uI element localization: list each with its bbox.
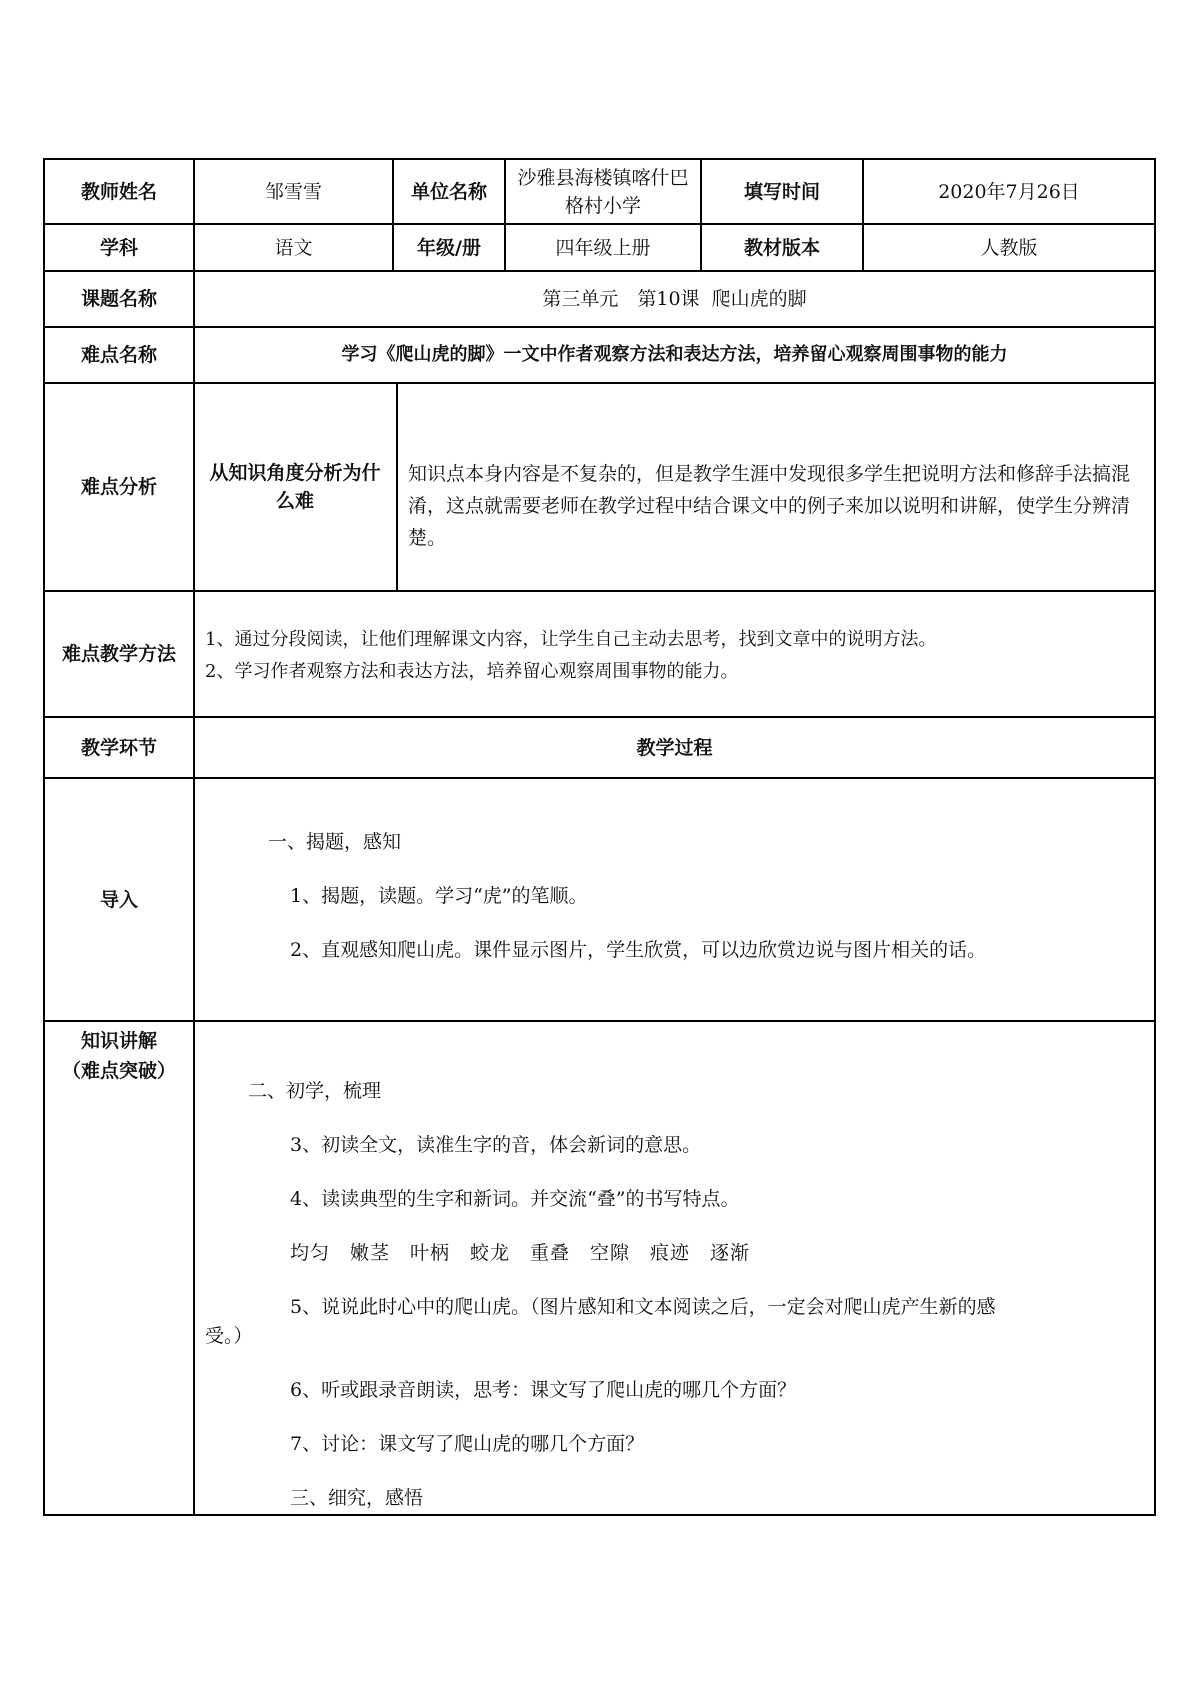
analysis-label: 难点分析 (80, 476, 157, 498)
methods-label: 难点教学方法 (61, 643, 176, 665)
table-border (43, 1514, 1156, 1516)
column-divider (396, 382, 398, 592)
knowledge-line: 二、初学，梳理 (248, 1080, 382, 1102)
intro-line: 1、揭题，读题。学习“虎”的笔顺。 (290, 885, 588, 907)
method-item: 1、通过分段阅读，让他们理解课文内容，让学生自己主动去思考，找到文章中的说明方法。 (205, 629, 937, 650)
teacher-name-value: 邹雪雪 (264, 180, 322, 203)
topic-label: 课题名称 (80, 288, 157, 310)
knowledge-line: 5、说说此时心中的爬山虎。（图片感知和文本阅读之后，一定会对爬山虎产生新的感 (290, 1296, 996, 1318)
process-label: 教学过程 (636, 736, 713, 759)
grade-value: 四年级上册 (555, 236, 651, 259)
subject-label: 学科 (99, 236, 138, 259)
textbook-label: 教材版本 (743, 236, 820, 259)
textbook-value: 人教版 (980, 236, 1038, 259)
grade-label: 年级/册 (417, 236, 481, 259)
knowledge-line: 三、细究，感悟 (290, 1487, 424, 1509)
teacher-name-label: 教师姓名 (80, 180, 157, 203)
intro-line: 2、直观感知爬山虎。课件显示图片，学生欣赏，可以边欣赏边说与图片相关的话。 (290, 939, 987, 961)
intro-label: 导入 (99, 888, 138, 911)
topic-value: 第三单元 第10课 爬山虎的脚 (542, 288, 807, 310)
unit-label: 单位名称 (410, 180, 487, 203)
knowledge-line: 7、讨论：课文写了爬山虎的哪几个方面？ (290, 1433, 645, 1455)
subject-value: 语文 (274, 236, 313, 259)
difficulty-value: 学习《爬山虎的脚》一文中作者观察方法和表达方法，培养留心观察周围事物的能力 (341, 344, 1008, 365)
analysis-angle: 从知识角度分析为什么难 (209, 462, 381, 512)
knowledge-label: 知识讲解 (80, 1030, 157, 1052)
knowledge-line: 6、听或跟录音朗读，思考：课文写了爬山虎的哪几个方面？ (290, 1379, 797, 1401)
row-divider (43, 1020, 1156, 1022)
knowledge-label-sub: （难点突破） (61, 1060, 176, 1082)
row-divider (43, 590, 1156, 592)
intro-line: 一、揭题，感知 (268, 831, 402, 853)
difficulty-label: 难点名称 (80, 344, 157, 366)
table-border (1154, 158, 1156, 1516)
row-divider (43, 777, 1156, 779)
method-item: 2、学习作者观察方法和表达方法，培养留心观察周围事物的能力。 (205, 661, 739, 682)
unit-value: 沙雅县海楼镇喀什巴格村小学 (517, 166, 689, 217)
fill-time-label: 填写时间 (743, 180, 820, 203)
knowledge-line: 3、初读全文，读准生字的音，体会新词的意思。 (290, 1134, 702, 1156)
vocabulary-line: 均匀 嫩茎 叶柄 蛟龙 重叠 空隙 痕迹 逐渐 (290, 1242, 751, 1264)
knowledge-line: 4、读读典型的生字和新词。并交流“叠”的书写特点。 (290, 1188, 740, 1210)
stage-label: 教学环节 (80, 736, 157, 759)
knowledge-line: 受。） (205, 1325, 253, 1347)
fill-time-value: 2020年7月26日 (938, 180, 1080, 203)
analysis-text: 知识点本身内容是不复杂的，但是教学生涯中发现很多学生把说明方法和修辞手法搞混淆，这点就需要老师在教学过程中结合课文中的例子来加以说明和讲解，使学生分辨清楚。 (408, 463, 1131, 549)
